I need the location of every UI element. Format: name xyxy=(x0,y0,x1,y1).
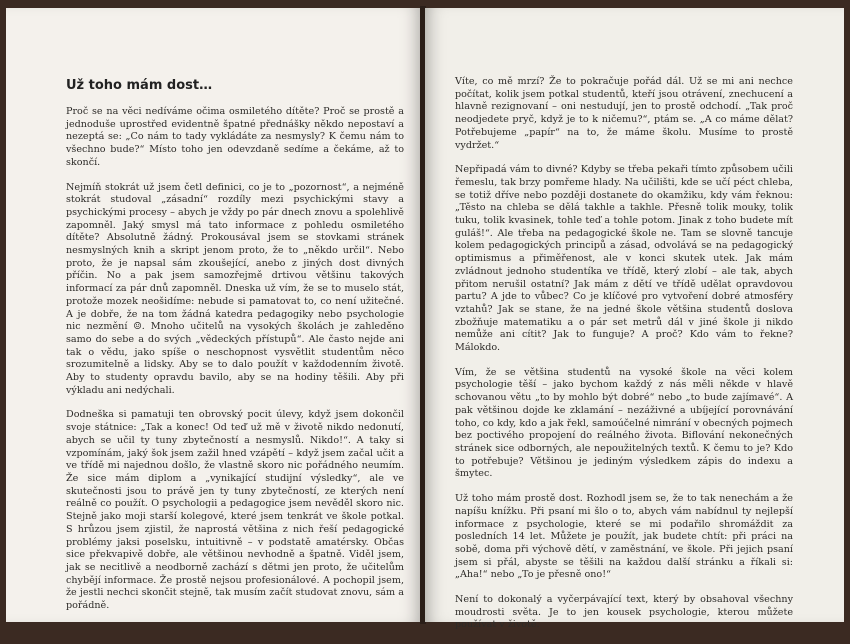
paragraph: Proč se na věci nedíváme očima osmiletého dítěte? Proč se prostě a jednoduše uprostřed evidentně špatné přednášky někdo nepostaví a nezeptá se: „Co nám to tady vykládáte za nesmysly? K čemu nám to všechno bude?“ Místo toho jen odevzdaně sedíme a čekáme, až to skončí. xyxy=(66,106,404,168)
right-page-content xyxy=(455,76,793,644)
chapter-title: Už toho mám dost… xyxy=(66,78,213,93)
paragraph: Už toho mám prostě dost. Rozhodl jsem se, že to tak nenechám a že napíšu knížku. Při psaní mi šlo o to, abych vám nabídnul ty nejlepší informace z psychologie, které se mi podařilo shromáždit za posledních 14 let. Můžete je použít, jak budete chtít: při práci na sobě, doma při výchově dětí, v zaměstnání, ve škole. Při jejich psaní jsem si přál, abyste se těšili na každou další stránku a říkali si: „Aha!“ nebo „To je přesně ono!“ xyxy=(455,493,793,581)
paragraph: Dodneška si pamatuji ten obrovský pocit úlevy, když jsem dokončil svoje státnice: „Tak a konec! Od teď už mě v životě nikdo nedonutí, abych se učil ty tuny zbytečností a nesmyslů. Nikdo!“. A taky si vzpomínám, jaký šok jsem zažil hned vzápětí – když jsem začal učit a ve třídě mi najednou došlo, že vlastně skoro nic pořádného neumím. Že sice mám diplom a „vynikající studijní výsledky“, ale ve skutečnosti jsou to právě jen ty tuny zbytečností, ze kterých není reálně co použít. O psychologii a pedagogice jsem nevěděl skoro nic. Stejně jako moji starší kolegové, které jsem tenkrát ve škole potkal. S hrůzou jsem zjistil, že naprostá většina z nich řeší pedagogické problémy jaksi poselsku, intuitivně – v podstatě amatérsky. Občas sice překvapivě dobře, ale většinou nevhodně a špatně. Viděl jsem, jak se necitlivě a neodborně zachází s dětmi jen proto, že učitelům chybějí informace. Že prostě nejsou profesionálové. A pochopil jsem, že jestli nechci skončit stejně, tak musím začít studovat znovu, sám a pořádně. xyxy=(66,409,404,612)
paragraph: Nejmíň stokrát už jsem četl definici, co je to „pozornost“, a nejméně stokrát studoval „zásadní“ rozdíly mezi psychickými stavy a psychickými procesy – abych je vždy po pár dnech znovu a spolehlivě zapomněl. Jaký smysl má tato informace z pohledu osmiletého dítěte? Absolutně žádný. Prokousával jsem se stovkami stránek nesmyslných knih a skript jenom proto, že to „někdo určil“. Nebo proto, že je napsal sám zkoušející, anebo z jiných dost divných příčin. No a pak jsem samozřejmě drtivou většinu takových informací za pár dnů zapomněl. Dneska už vím, že se to muselo stát, protože mozek neošidíme: nebude si pamatovat to, co není užitečné. A je dobře, že na tom žádná katedra pedagogiky nebo psychologie nic nezmění ☺. Mnoho učitelů na vysokých školách je zahleděno samo do sebe a do svých „vědeckých přístupů“. Ale často nejde ani tak o vědu, jako spíše o neschopnost vysvětlit studentům něco srozumitelně a lidsky. Aby se to dalo použít v každodenním životě. Aby to studenty opravdu bavilo, aby se na hodiny těšili. Aby při výkladu ani nedýchali. xyxy=(66,181,404,396)
paragraph: Není to dokonalý a vyčerpávající text, který by obsahoval všechny moudrosti světa. Je to jen kousek psychologie, kterou můžete používat v životě. xyxy=(455,594,793,631)
left-page-content xyxy=(66,78,404,625)
paragraph: Víte, co mě mrzí? Že to pokračuje pořád dál. Už se mi ani nechce počítat, kolik jsem potkal studentů, kteří jsou otrávení, znechucení a hlavně rezignovaní – oni nestudují, jen to prostě odchodí. „Tak proč neodjedete pryč, když je to k ničemu?“, ptám se. „A co máme dělat? Potřebujeme „papír“ na to, že máme školu. Musíme to prostě vydržet.“ xyxy=(455,76,793,151)
right-page xyxy=(425,8,844,631)
paragraph: Vím, že se většina studentů na vysoké škole na věci kolem psychologie těší – jako bychom každý z nás měli někde v hlavě schovanou větu „to by mohlo být dobré“ nebo „to bude zajímavé“. A pak většinou dojde ke zklamání – nezáživné a ubíjející porovnávání toho, co kdy, kdo a jak řekl, samoúčelné nimrání v obecných pojmech bez poctivého propojení do reálného života. Biflování nekonečných stránek sice odborných, ale nepoužitelných textů. K čemu to je? Kdo to potřebuje? Většinou je jediným výsledkem zápis do indexu a šmytec. xyxy=(455,366,793,480)
paragraph: Nepřipadá vám to divné? Kdyby se třeba pekaři tímto způsobem učili řemeslu, tak brzy pomřeme hlady. Na učilišti, kde se učí péct chleba, se totiž dříve nebo později dostanete do okamžiku, kdy vám řeknou: „Těsto na chleba se dělá takhle a takhle. Přesně tolik mouky, tolik tuku, tolik kvasinek, tohle teď a tohle potom. Jinak z toho budete mít guláš!“. Ale třeba na pedagogické škole ne. Tam se slovně tancuje kolem pedagogických principů a zásad, odvolává se na pedagogický optimismus a přiměřenost, ale v konci skutek utek. Jak mám zvládnout jednoho studentíka ve třídě, který zlobí – ale tak, abych přitom nerušil ostatní? Jak mám z dětí ve třídě udělat opravdovou partu? A jde to vůbec? Co je klíčové pro vytvoření dobré atmosféry vztahů? Jak se stane, že na jedné škole většina studentů doslova zbožňuje matematiku a o pár set metrů dál v jiné škole ji nikdo nemůže ani cítit? Jak to funguje? A proč? Kdo vám to řekne? Málokdo. xyxy=(455,164,793,354)
left-page xyxy=(6,8,421,622)
